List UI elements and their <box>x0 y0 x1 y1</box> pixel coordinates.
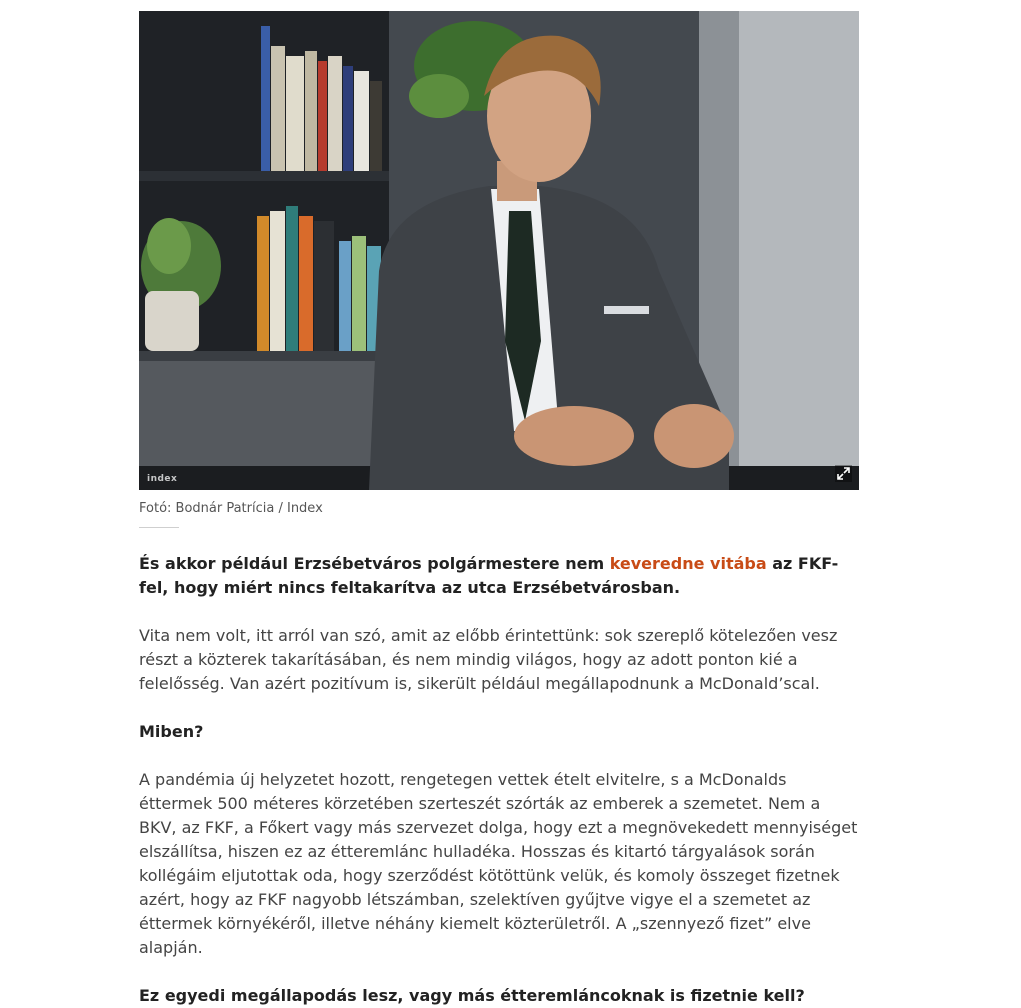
interview-question <box>139 552 861 600</box>
question-text: az FKF-fel, hogy miért nincs feltakarítva az utca Erzsébetvárosban. <box>139 554 839 597</box>
caption-divider <box>139 527 179 528</box>
interview-question: Ez egyedi megállapodás lesz, vagy más étteremláncoknak is fizetnie kell? <box>139 986 805 1005</box>
article-photo[interactable] <box>139 11 859 490</box>
interview-answer: Vita nem volt, itt arról van szó, amit az előbb érintettünk: sok szereplő kötelezően vesz részt a közterek takarításában, és nem mindig világos, hogy az adott ponton kié a felelősség. Van azért pozitívum is, sikerült például megállapodnunk a McDonald’scal. <box>139 626 838 693</box>
photo-caption: Fotó: Bodnár Patrícia / Index <box>139 501 323 516</box>
inline-link[interactable]: keveredne vitába <box>609 554 767 573</box>
interview-question: Miben? <box>139 722 204 741</box>
photo-illustration <box>139 11 859 490</box>
expand-icon[interactable] <box>835 465 852 482</box>
interview-answer: A pandémia új helyzetet hozott, rengetegen vettek ételt elvitelre, s a McDonalds éttermek 500 méteres körzetében szerteszét szórták az emberek a szemetet. Nem a BKV, az FKF, a Főkert vagy más szervezet dolga, hogy ezt a megnövekedett mennyiséget elszállítsa, hiszen ez az étteremlánc hulladéka. Hosszas és kitartó tárgyalások során kollégáim eljutottak oda, hogy szerződést kötöttünk velük, és komoly összeget fizetnek azért, hogy az FKF nagyobb létszámban, szelektíven gyűjtve vigye el a szemetet az éttermek környékéről, illetve néhány kiemelt közterületről. A „szennyező fizet” elve alapján. <box>139 770 858 957</box>
question-text: És akkor például Erzsébetváros polgármestere nem <box>139 554 610 573</box>
article-figure <box>139 11 861 519</box>
article-body <box>139 11 861 1008</box>
photo-watermark: index <box>147 474 178 484</box>
